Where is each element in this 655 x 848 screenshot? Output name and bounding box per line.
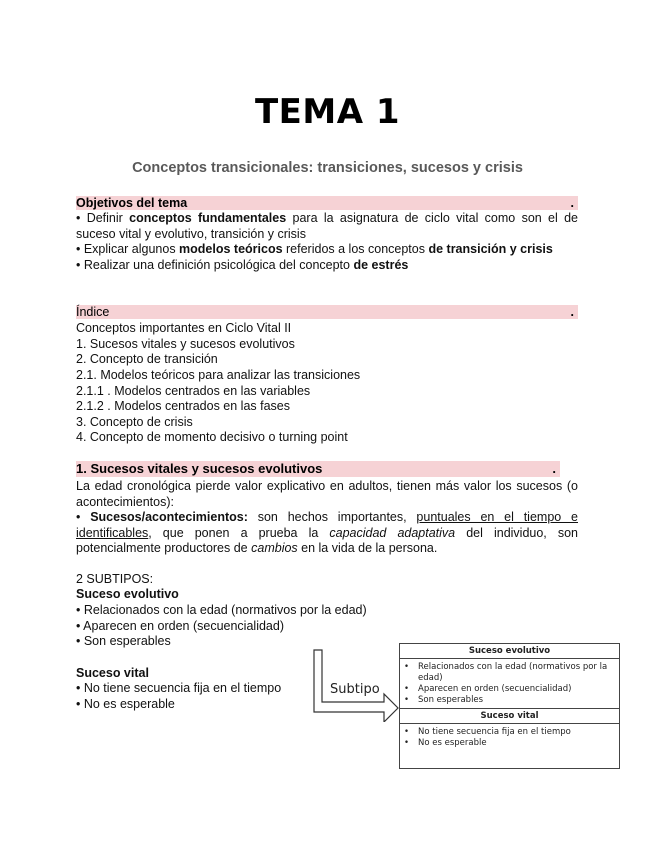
subtipo-label: Subtipo [330, 682, 380, 697]
p2-bold: Sucesos/acontecimientos: [90, 510, 248, 524]
p2-b: , que ponen a prueba la [148, 525, 330, 540]
objective-1-post: para la asignatura de ciclo vital como son el de suceso vital y evolutivo, transición y crisis [76, 211, 578, 241]
objective-2-mid: referidos a los conceptos [282, 242, 429, 256]
index-item: 2. Concepto de transición [76, 352, 218, 366]
table-item: • Aparecen en orden (secuencialidad) [418, 684, 615, 695]
index-header-dot: . [570, 305, 574, 319]
table-body-vital [400, 724, 619, 751]
p2-a: son hechos importantes, [247, 510, 417, 524]
vital-heading: Suceso vital [76, 666, 149, 680]
section-1-header-text: 1. Sucesos vitales y sucesos evolutivos [76, 461, 323, 476]
table-header-vital: Suceso vital [400, 708, 619, 724]
p2-c: del individuo, son potencialmente productores de [76, 525, 578, 555]
vital-item: • No es esperable [76, 697, 175, 711]
p2-underline: puntuales en el tiempo e identificables [76, 510, 578, 540]
index-item: 4. Concepto de momento decisivo o turning point [76, 430, 348, 444]
index-header-text: Índice [76, 305, 110, 319]
index-item: 1. Sucesos vitales y sucesos evolutivos [76, 337, 295, 351]
table-item: • No tiene secuencia fija en el tiempo [418, 727, 615, 738]
table-item: • No es esperable [418, 738, 615, 749]
subtypes-table [399, 643, 620, 769]
subtypes-label: 2 SUBTIPOS: [76, 572, 154, 586]
section-1-paragraph-2 [76, 510, 578, 557]
section-1-header-dot: . [552, 461, 556, 476]
p2-bullet: • [76, 510, 91, 524]
p2-italic-2: cambios [251, 541, 298, 555]
objectives-header-dot: . [570, 196, 574, 210]
objective-3-pre: • Realizar una definición psicológica del concepto [76, 258, 354, 272]
table-item: • Son esperables [418, 695, 615, 706]
section-1-paragraph-1: La edad cronológica pierde valor explicativo en adultos, tienen más valor los sucesos (o acontecimientos): [76, 479, 578, 509]
index-item: 2.1.1 . Modelos centrados en las variables [76, 384, 311, 398]
section-1-header [76, 461, 560, 477]
page-title: TEMA 1 [254, 92, 401, 132]
objective-1-bold: conceptos fundamentales [129, 211, 287, 225]
evolutivo-heading: Suceso evolutivo [76, 587, 179, 601]
p2-d: en la vida de la persona. [297, 541, 438, 555]
vital-item: • No tiene secuencia fija en el tiempo [76, 681, 282, 695]
objective-3-bold: de estrés [353, 258, 409, 272]
objective-2-pre: • Explicar algunos [76, 242, 180, 256]
evolutivo-item: • Aparecen en orden (secuencialidad) [76, 619, 284, 633]
objectives-header-text: Objetivos del tema [76, 196, 188, 210]
p2-italic-1: capacidad adaptativa [329, 525, 456, 540]
table-body-evolutivo [400, 659, 619, 708]
index-item: Conceptos importantes en Ciclo Vital II [76, 321, 292, 335]
index-header [76, 305, 578, 319]
objective-item-1 [76, 211, 578, 242]
index-item: 2.1. Modelos teóricos para analizar las transiciones [76, 368, 361, 382]
objective-1-pre: • Definir [76, 211, 130, 225]
table-item: • Relacionados con la edad (normativos por la edad) [418, 662, 615, 684]
page-subtitle: Conceptos transicionales: transiciones, sucesos y crisis [132, 160, 523, 176]
table-header-evolutivo: Suceso evolutivo [400, 644, 619, 659]
evolutivo-item: • Relacionados con la edad (normativos por la edad) [76, 603, 367, 617]
objective-item-2 [76, 242, 578, 258]
evolutivo-item: • Son esperables [76, 634, 171, 648]
objective-item-3 [76, 258, 578, 274]
objectives-header [76, 196, 578, 210]
index-item: 2.1.2 . Modelos centrados en las fases [76, 399, 291, 413]
objective-2-bold2: de transición y crisis [428, 242, 553, 256]
objective-2-bold: modelos teóricos [179, 242, 283, 256]
index-item: 3. Concepto de crisis [76, 415, 193, 429]
